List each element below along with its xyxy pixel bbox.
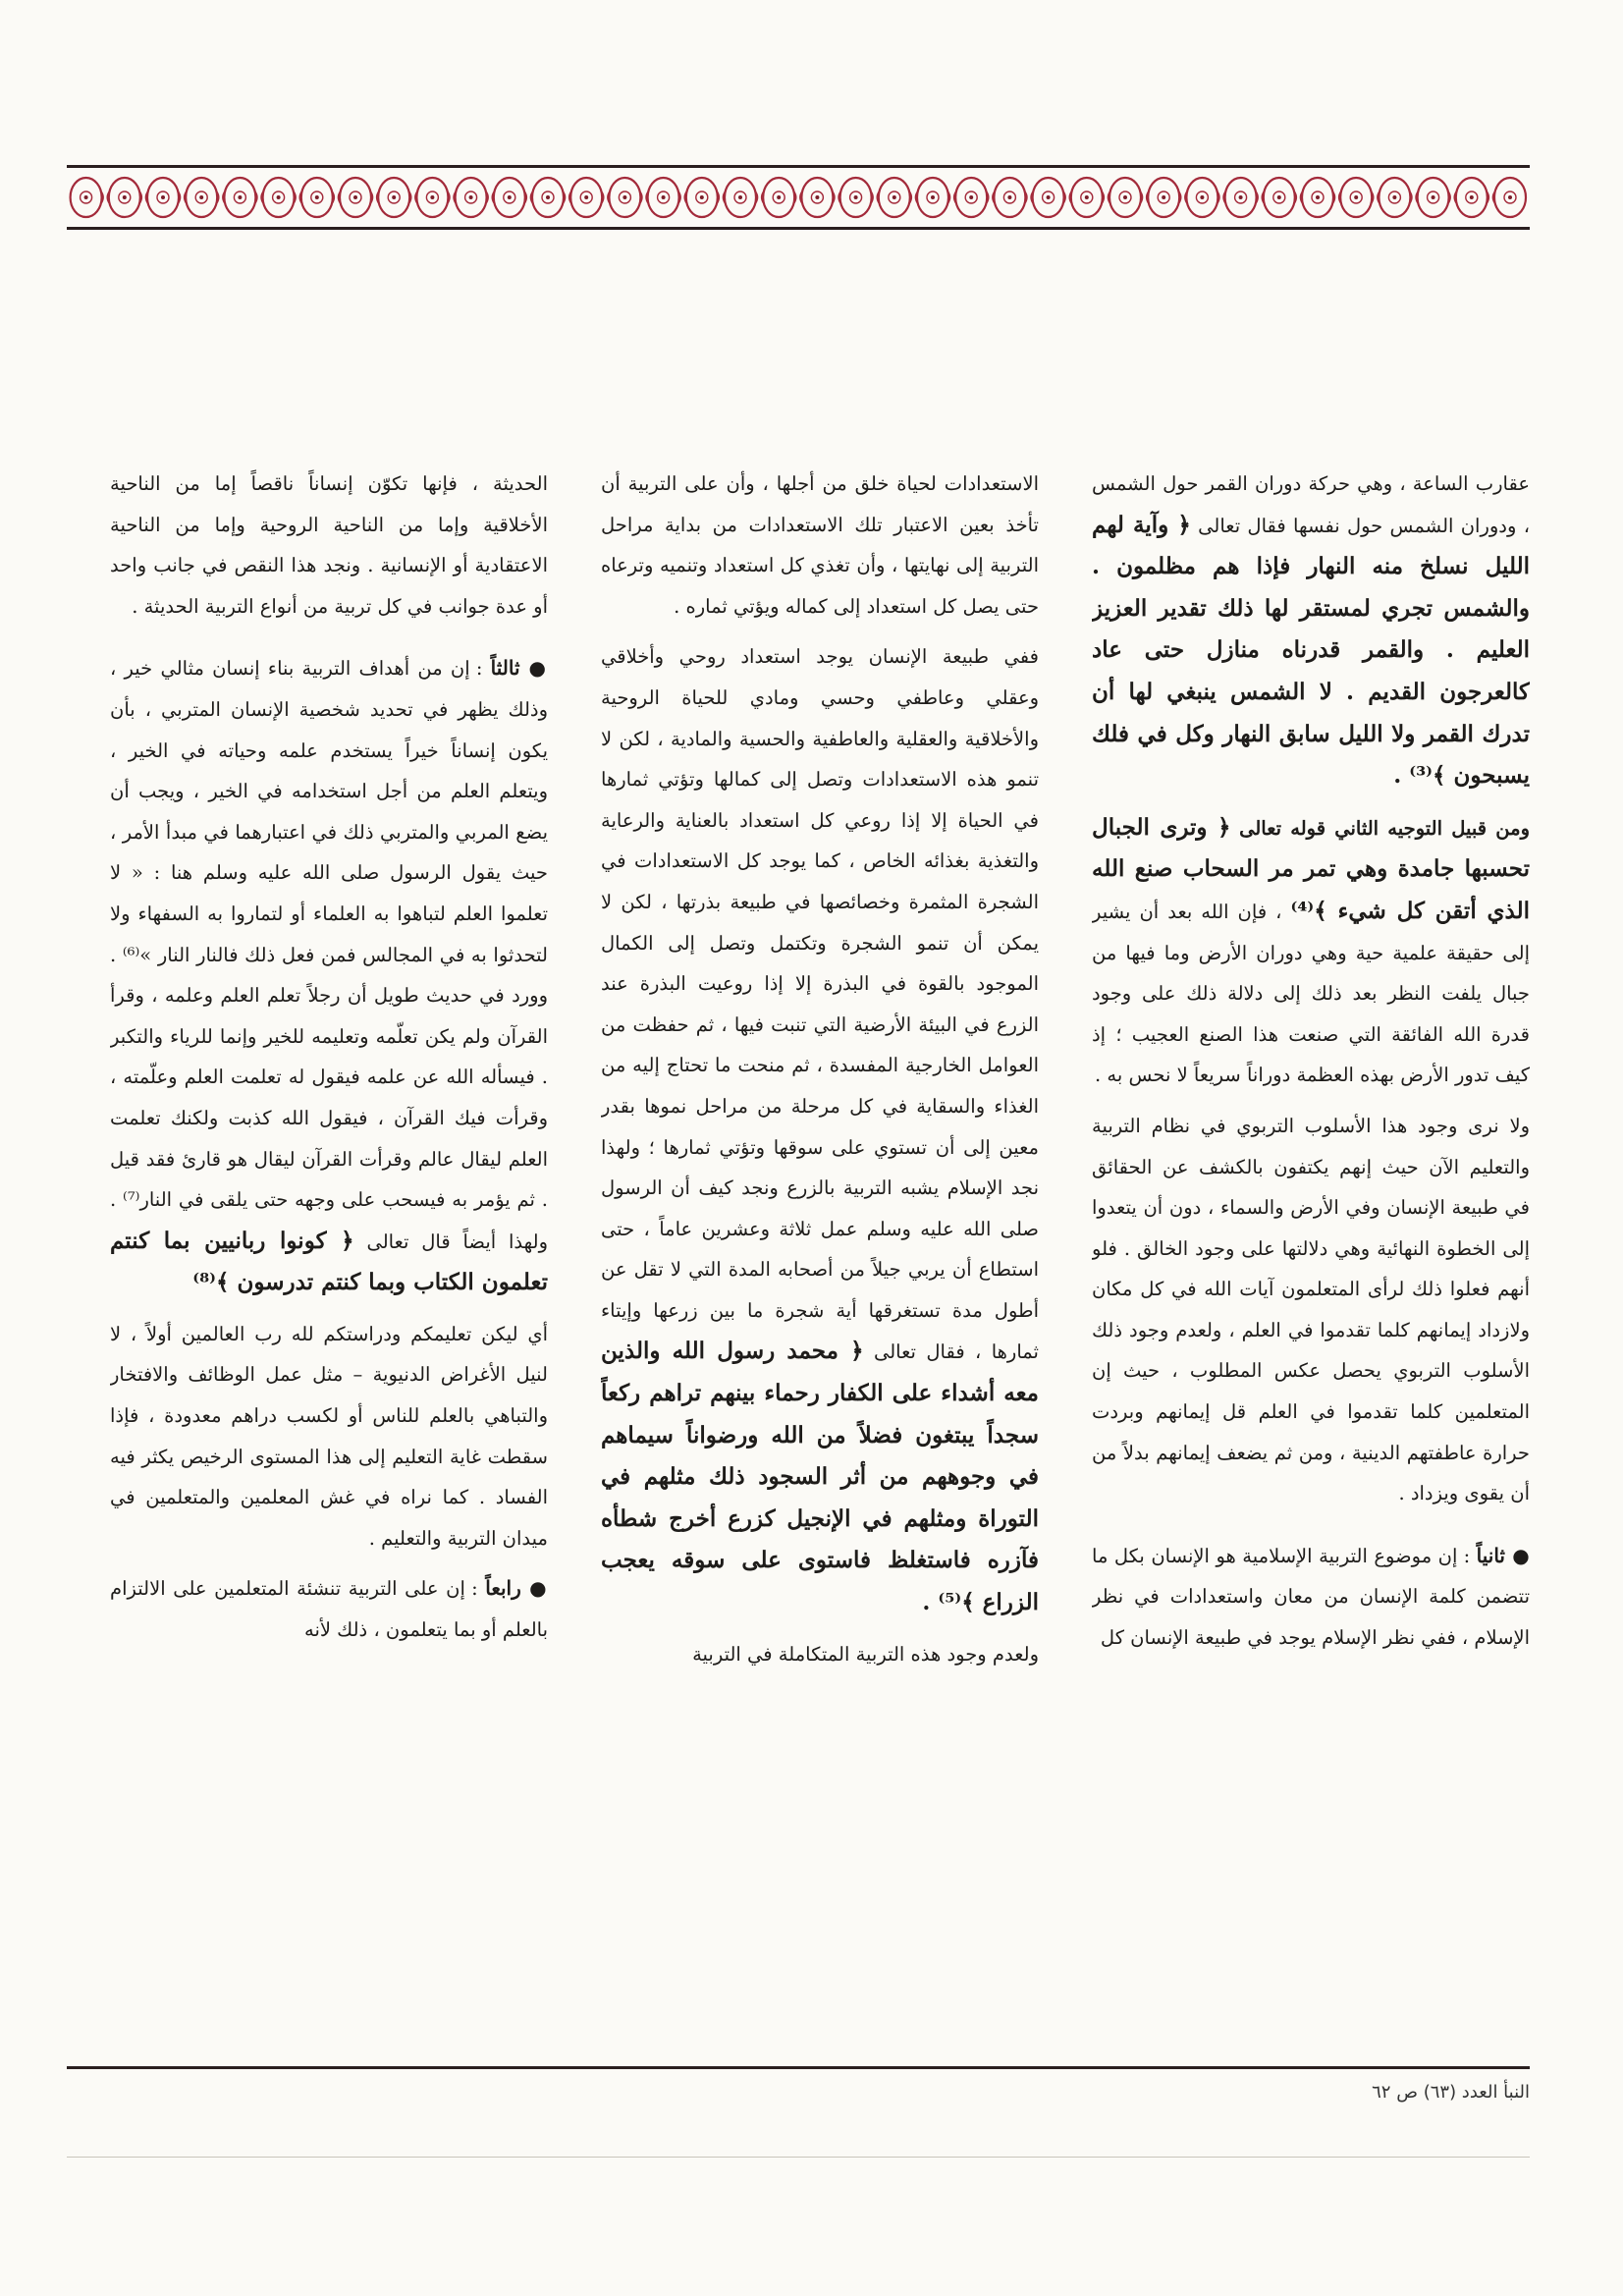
ornament-dot [777, 195, 781, 199]
quran-verse: ﴿ كونوا ربانيين بما كنتم تعلمون الكتاب وبما كنتم تدرسون ﴾⁽⁸⁾ [110, 1227, 548, 1296]
ornament-dot [815, 195, 819, 199]
section-heading: ● ثالثاً [490, 656, 548, 681]
ornament-dot [1277, 195, 1281, 199]
quran-verse: ﴿ محمد رسول الله والذين معه أشداء على الكفار رحماء بينهم تراهم ركعاً سجداً يبتغون فضلاً من الله ورضواناً سيماهم في وجوههم من أثر السجود ذلك مثلهم في التوراة ومثلهم في الإنجيل كزرع أخرج شطأه فآزره فاستغلظ فاستوى على سوقه يعجب الزراع ﴾⁽⁵⁾ . [601, 1338, 1039, 1616]
ornament-dot [353, 195, 357, 199]
ornament-dot [1508, 195, 1512, 199]
paragraph [601, 464, 1039, 627]
ornament-dot [1354, 195, 1358, 199]
paragraph-text: : إن من أهداف التربية بناء إنسان مثالي خير ، وذلك يظهر في تحديد شخصية الإنسان المتربي ، بأن يكون إنساناً خيراً يستخدم علمه وحياته في الخير ، ويتعلم العلم من أجل استخدامه في الخير ، ويجب أن يضع المربي والمتربي ذلك في اعتبارهما في مبدأ الأمر ، حيث يقول الرسول صلى الله عليه وسلم هنا : « لا تعلموا العلم لتباهوا به العلماء أو لتماروا به السفهاء ولا لتحدثوا به في المجالس فمن فعل ذلك فالنار النار »⁽⁶⁾ . وورد في حديث طويل أن رجلاً تعلم العلم وعلمه ، وقرأ القرآن ولم يكن تعلّمه وتعليمه للخير وإنما للرياء والتكبر . فيسأله الله عن علمه فيقول له تعلمت العلم وعلّمته ، وقرأت فيك القرآن ، فيقول الله كذبت ولكنك تعلمت العلم ليقال عالم وقرأت القرآن ليقال هو قارئ فقد قيل . ثم يؤمر به فيسحب على وجهه حتى يلقى في النار⁽⁷⁾ . ولهذا أيضاً قال تعالى [110, 657, 548, 1253]
paragraph-text: ففي طبيعة الإنسان يوجد استعداد روحي وأخلاقي وعقلي وعاطفي وحسي ومادي للحياة الروحية والأخلاقية والعقلية والعاطفية والحسية والمادية ، لكن لا تنمو هذه الاستعدادات وتصل إلى كمالها وتؤتي ثمارها في الحياة إلا إذا روعي كل استعداد بالعناية والرعاية والتغذية بغذائه الخاص ، كما يوجد كل الاستعدادات في الشجرة المثمرة وخصائصها في طبيعة بذرتها ، لكن لا يمكن أن تنمو الشجرة وتكتمل وتصل إلى الكمال الموجود بالقوة في البذرة إلا إذا روعيت البذرة عند الزرع في البيئة الأرضية التي تنبت فيها ، ثم حفظت من العوامل الخارجية المفسدة ، ثم منحت ما تحتاج إليه من الغذاء والسقاية في كل مرحلة من مراحل نموها بقدر معين إلى أن تستوي على سوقها وتؤتي ثمارها ؛ ولهذا نجد الإسلام يشبه التربية بالزرع ونجد كيف أن الرسول صلى الله عليه وسلم عمل ثلاثة وعشرين عاماً ، حتى استطاع أن يربي جيلاً من أصحابه المدة التي لا تقل عن أطول مدة تستغرقها أية شجرة ما بين زرعها وإيتاء ثمارها ، فقال تعالى [601, 645, 1039, 1364]
ornament-dot [161, 195, 165, 199]
paragraph-lead: ومن قبيل التوجيه الثاني قوله تعالى [1239, 816, 1530, 840]
ornament-dot [1085, 195, 1089, 199]
ornament-dot [199, 195, 203, 199]
paragraph [1092, 464, 1530, 797]
paragraph-text: ، فإن الله بعد أن يشير إلى حقيقة علمية حية وهي دوران الأرض وما فيها من جبال يلفت النظر بعد ذلك إلى دلالة ذلك على وجود قدرة الله الفائقة التي صنعت هذا الصنع العجيب ؛ إذ كيف تدور الأرض بهذه العظمة دوراناً سريعاً لا نحس به . [1092, 900, 1530, 1087]
paragraph [601, 1634, 1039, 1675]
ornament-dot [969, 195, 973, 199]
section-heading: ● رابعاً [485, 1576, 548, 1601]
paragraph [1092, 807, 1530, 1096]
paragraph-text: الاستعدادات لحياة خلق من أجلها ، وأن على التربية أن تأخذ بعين الاعتبار تلك الاستعدادات من بداية مراحل التربية إلى نهايتها ، وأن تغذي كل استعداد وتنميه وترعاه حتى يصل كل استعداد إلى كماله ويؤتي ثماره . [601, 472, 1039, 618]
ornament-dot [1239, 195, 1243, 199]
paragraph-text: ولا نرى وجود هذا الأسلوب التربوي في نظام التربية والتعليم الآن حيث إنهم يكتفون بالكشف عن الحقائق في طبيعة الإنسان وفي الأرض والسماء ، دون أن يتعدوا إلى الخطوة النهائية وهي دلالتها على وجود الخالق . فلو أنهم فعلوا ذلك لرأى المتعلمون آيات الله في كل مكان ولازداد إيمانهم كلما تقدموا في العلم ، ولعدم وجود ذلك الأسلوب التربوي يحصل عكس المطلوب ، حيث إن المتعلمين كلما تقدموا في العلم قل إيمانهم وبردت حرارة عاطفتهم الدينية ، ومن ثم يضعف إيمانهم بدلاً من أن يقوى ويزداد . [1092, 1114, 1530, 1505]
ornament-dot [622, 195, 626, 199]
paragraph-text: الحديثة ، فإنها تكوّن إنساناً ناقصاً إما من الناحية الأخلاقية وإما من الناحية الروحية وإما من الناحية الاعتقادية أو الإنسانية . ونجد هذا النقص في جانب واحد أو عدة جوانب في كل تربية من أنواع التربية الحديثة . [110, 472, 548, 618]
paragraph [110, 464, 548, 627]
ornament-dot [1200, 195, 1204, 199]
ornament-dot [392, 195, 396, 199]
ornament-dot [315, 195, 319, 199]
paragraph-text: : إن موضوع التربية الإسلامية هو الإنسان بكل ما تتضمن كلمة الإنسان من معان واستعدادات في نظر الإسلام ، ففي نظر الإسلام يوجد في طبيعة الإنسان كل [1092, 1544, 1530, 1650]
ornament-dot [430, 195, 434, 199]
ornament-dot [546, 195, 550, 199]
ornament-dot [508, 195, 512, 199]
ornament-dot [1316, 195, 1320, 199]
ornament-dot [469, 195, 473, 199]
ornament-dot [854, 195, 858, 199]
paragraph [110, 1314, 548, 1559]
ornament-dot [1392, 195, 1396, 199]
paragraph-text: عقارب الساعة ، وهي حركة دوران القمر حول الشمس ، ودوران الشمس حول نفسها فقال تعالى [1092, 472, 1530, 537]
ornamental-border [67, 165, 1530, 230]
quran-verse: ﴿ وترى الجبال تحسبها جامدة وهي تمر مر السحاب صنع الله الذي أتقن كل شيء ﴾⁽⁴⁾ [1092, 813, 1530, 924]
paragraph [110, 1568, 548, 1650]
ornament-dot [931, 195, 935, 199]
text-column-left [110, 464, 548, 2064]
paragraph-text: ولعدم وجود هذه التربية المتكاملة في التربية [692, 1642, 1039, 1666]
ornament-dot [1432, 195, 1435, 199]
ornament-dot [277, 195, 281, 199]
footer-rule [67, 2066, 1530, 2069]
text-column-right [1092, 464, 1530, 2064]
ornament-dot [700, 195, 704, 199]
ornament-dot [123, 195, 127, 199]
ornament-pattern [67, 168, 1530, 227]
ornament-dot [893, 195, 896, 199]
paragraph-text: : إن على التربية تنشئة المتعلمين على الالتزام بالعلم أو بما يتعلمون ، ذلك لأنه [110, 1577, 548, 1642]
ornament-dot [738, 195, 742, 199]
ornament-dot [584, 195, 588, 199]
ornament-dot [238, 195, 242, 199]
footer-rule-thin [67, 2157, 1530, 2158]
section-heading: ● ثانياً [1476, 1543, 1530, 1567]
paragraph [1092, 1536, 1530, 1659]
paragraph [110, 648, 548, 1304]
text-column-middle [601, 464, 1039, 2064]
ornament-dot [1470, 195, 1474, 199]
ornament-dot [1047, 195, 1051, 199]
ornament-dot [84, 195, 88, 199]
paragraph-text: أي ليكن تعليمكم ودراستكم لله رب العالمين أولاً ، لا لنيل الأغراض الدنيوية – مثل عمل الوظائف والافتخار والتباهي بالعلم للناس أو لكسب دراهم معدودة ، فإذا سقطت غاية التعليم إلى هذا المستوى الرخيص يكثر فيه الفساد . كما نراه في غش المعلمين والمتعلمين في ميدان التربية والتعليم . [110, 1322, 548, 1550]
page-footer-label: النبأ العدد (٦٣) ص ٦٢ [1372, 2082, 1530, 2103]
ornament-dot [1007, 195, 1011, 199]
ornament-dot [1162, 195, 1165, 199]
paragraph [1092, 1106, 1530, 1514]
paragraph [601, 636, 1039, 1623]
ornament-dot [1123, 195, 1127, 199]
ornament-dot [662, 195, 666, 199]
quran-verse: ﴿ وآية لهم الليل نسلخ منه النهار فإذا هم مظلمون . والشمس تجري لمستقر لها ذلك تقدير العزيز العليم . والقمر قدرناه منازل حتى عاد كالعرجون القديم . لا الشمس ينبغي لها أن تدرك القمر ولا الليل سابق النهار وكل في فلك يسبحون ﴾⁽³⁾ . [1092, 511, 1530, 790]
